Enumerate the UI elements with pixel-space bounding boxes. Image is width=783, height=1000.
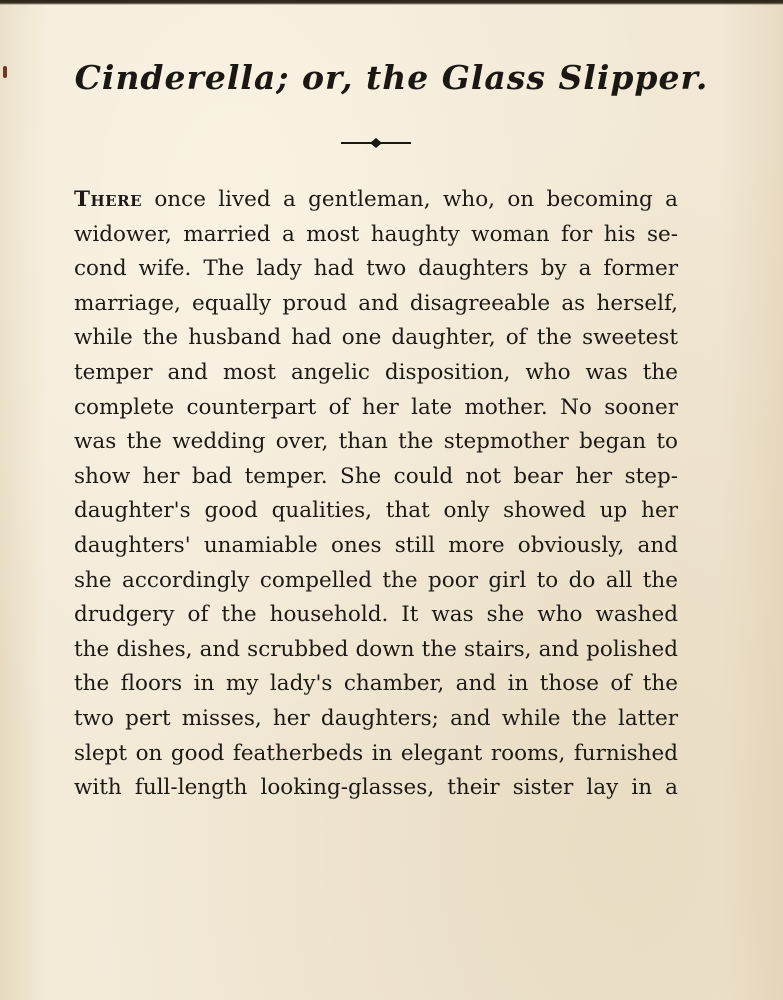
text-line: the floors in my lady's chamber, and in those of the xyxy=(74,671,678,697)
chapter-title: Cinderella; or, the Glass Slipper. xyxy=(74,58,709,97)
text-line: cond wife. The lady had two daughters by a former xyxy=(74,256,678,282)
text-line: There once lived a gentleman, who, on becoming a xyxy=(74,187,678,212)
text-line: daughter's good qualities, that only showed up her xyxy=(74,498,678,524)
text-line: two pert misses, her daughters; and while the latter xyxy=(74,705,678,731)
text-line: with full-length looking-glasses, their sister lay in a xyxy=(74,775,678,801)
text-line: complete counterpart of her late mother. No sooner xyxy=(74,394,678,420)
text-line: was the wedding over, than the stepmother began to xyxy=(74,429,678,455)
divider-ornament-icon xyxy=(341,136,411,150)
text-line: daughters' unamiable ones still more obviously, and xyxy=(74,532,678,558)
text-line: temper and most angelic disposition, who was the xyxy=(74,359,678,385)
page-top-edge xyxy=(0,0,783,5)
text-line: while the husband had one daughter, of the sweetest xyxy=(74,325,678,351)
text-line: show her bad temper. She could not bear her step- xyxy=(74,463,678,489)
text-line: widower, married a most haughty woman for his se- xyxy=(74,221,678,247)
text-line: slept on good featherbeds in elegant rooms, furnished xyxy=(74,740,678,766)
text-line: marriage, equally proud and disagreeable as herself, xyxy=(74,290,678,316)
text-line: drudgery of the household. It was she who washed xyxy=(74,602,678,628)
text-line: she accordingly compelled the poor girl to do all the xyxy=(74,567,678,593)
story-text xyxy=(74,183,678,806)
text-line: the dishes, and scrubbed down the stairs, and polished xyxy=(74,636,678,662)
opening-word: There xyxy=(74,187,143,212)
